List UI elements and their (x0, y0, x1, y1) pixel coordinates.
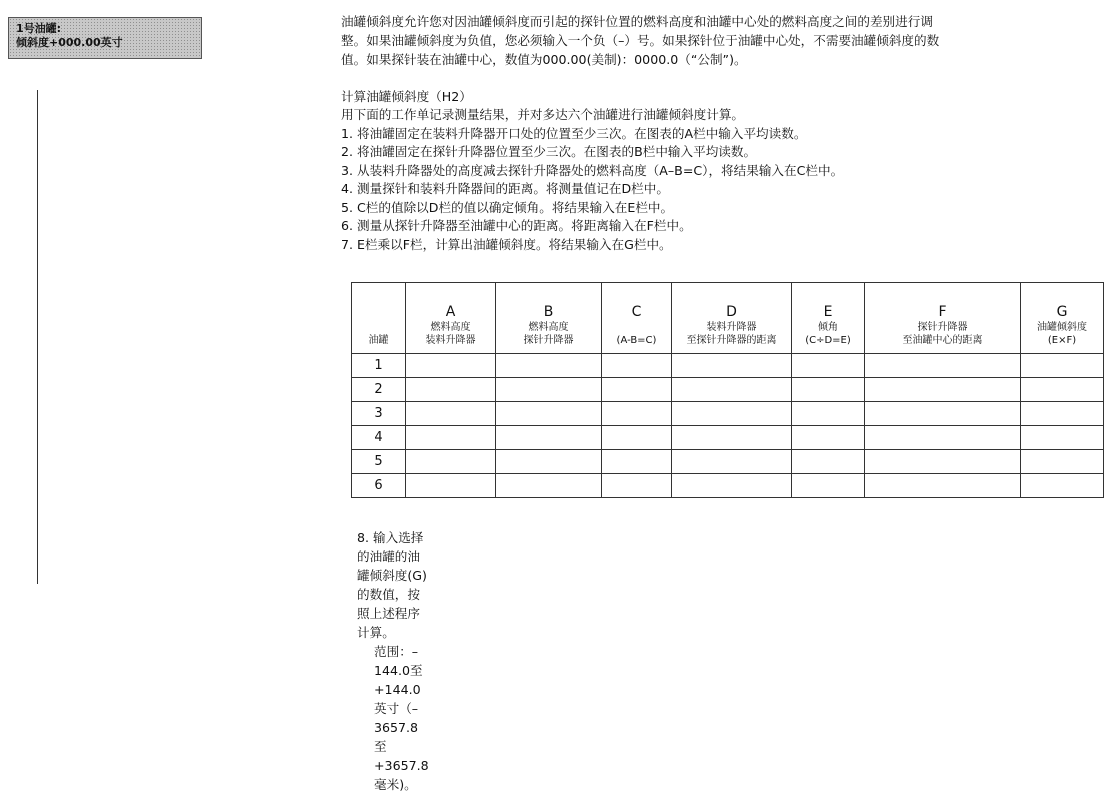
header-line2: (E×F) (1047, 335, 1077, 346)
cell-b (496, 426, 602, 450)
header-line2: 装料升降器 (425, 335, 476, 346)
cell-c (602, 450, 672, 474)
tank-number: 1 (352, 354, 406, 378)
step-item: 4. 测量探针和装料升降器间的距离。将测量值记在D栏中。 (341, 181, 669, 196)
intro-line: 整。如果油罐倾斜度为负值，您必须输入一个负（–）号。如果探针位于油罐中心处，不需要油罐倾斜度的数 (341, 33, 940, 48)
cell-c (602, 426, 672, 450)
header-line2: 探针升降器 (523, 335, 574, 346)
header-line2: (C÷D=E) (805, 335, 851, 346)
step-item: 3. 从装料升降器处的高度减去探针升降器处的燃料高度（A–B=C），将结果输入在C栏中。 (341, 162, 844, 178)
steps-list (341, 125, 1096, 255)
final-step (357, 528, 429, 794)
cell-e (792, 402, 865, 426)
cell-c (602, 402, 672, 426)
cell-e (792, 378, 865, 402)
cell-a (406, 474, 496, 498)
cell-e (792, 450, 865, 474)
header-letter: E (823, 304, 833, 320)
cell-g (1021, 450, 1104, 474)
table-row (352, 426, 1104, 450)
main-content (341, 12, 1096, 254)
cell-a (406, 378, 496, 402)
cell-d (672, 354, 792, 378)
header-line1: 燃料高度 (528, 322, 569, 333)
table-row (352, 402, 1104, 426)
header-letter: B (543, 304, 554, 320)
header-letter: G (1056, 304, 1068, 320)
header-line1: 探针升降器 (917, 322, 968, 333)
header-letter: F (938, 304, 947, 320)
cell-f (865, 402, 1021, 426)
lcd-display (8, 17, 202, 59)
intro-line: 油罐倾斜度允许您对因油罐倾斜度而引起的探针位置的燃料高度和油罐中心处的燃料高度之间的差别进行调 (341, 14, 933, 29)
table-header-row (352, 283, 1104, 354)
tank-number: 4 (352, 426, 406, 450)
cell-g (1021, 354, 1104, 378)
table-row (352, 474, 1104, 498)
cell-f (865, 354, 1021, 378)
section-title: 计算油罐倾斜度（H2） (341, 89, 472, 104)
cell-f (865, 378, 1021, 402)
cell-g (1021, 378, 1104, 402)
cell-c (602, 378, 672, 402)
header-col-d (672, 283, 792, 354)
tank-number: 5 (352, 450, 406, 474)
final-step-text: 8. 输入选择的油罐的油罐倾斜度(G)的数值，按照上述程序计算。 (357, 530, 427, 640)
step-item: 7. E栏乘以F栏，计算出油罐倾斜度。将结果输入在G栏中。 (341, 236, 672, 252)
cell-d (672, 378, 792, 402)
header-tank (352, 283, 406, 354)
header-line1 (602, 321, 671, 334)
lcd-line-2: 倾斜度+000.00英寸 (16, 36, 123, 49)
cell-c (602, 474, 672, 498)
cell-g (1021, 474, 1104, 498)
intro-line: 值。如果探针装在油罐中心，数值为000.00(美制)：0000.0（“公制”)。 (341, 52, 747, 67)
cell-a (406, 426, 496, 450)
header-line1: 油罐倾斜度 (1037, 322, 1087, 333)
cell-b (496, 402, 602, 426)
lcd-line-1: 1号油罐: (16, 22, 62, 35)
cell-f (865, 426, 1021, 450)
cell-a (406, 354, 496, 378)
cell-b (496, 450, 602, 474)
step-item: 1. 将油罐固定在装料升降器开口处的位置至少三次。在图表的A栏中输入平均读数。 (341, 125, 807, 141)
header-line2: (A-B=C) (616, 335, 657, 346)
cell-e (792, 426, 865, 450)
header-col-c (602, 283, 672, 354)
header-col-g (1021, 283, 1104, 354)
header-line1: 倾角 (818, 322, 838, 333)
tilt-worksheet-table (351, 282, 1104, 498)
cell-a (406, 402, 496, 426)
section-subtitle: 用下面的工作单记录测量结果，并对多达六个油罐进行油罐倾斜度计算。 (341, 107, 744, 122)
cell-b (496, 378, 602, 402)
cell-b (496, 354, 602, 378)
cell-e (792, 354, 865, 378)
cell-g (1021, 402, 1104, 426)
cell-d (672, 450, 792, 474)
cell-b (496, 474, 602, 498)
header-line2: 至探针升降器的距离 (686, 335, 777, 346)
header-line1: 装料升降器 (706, 322, 757, 333)
cell-f (865, 450, 1021, 474)
cell-d (672, 402, 792, 426)
header-letter: C (631, 304, 642, 320)
tank-number: 2 (352, 378, 406, 402)
cell-d (672, 426, 792, 450)
table-row (352, 378, 1104, 402)
header-tank-label: 油罐 (368, 335, 389, 346)
step-item: 5. C栏的值除以D栏的值以确定倾角。将结果输入在E栏中。 (341, 199, 674, 215)
table-row (352, 354, 1104, 378)
tank-number: 3 (352, 402, 406, 426)
tank-number: 6 (352, 474, 406, 498)
step-item: 6. 测量从探针升降器至油罐中心的距离。将距离输入在F栏中。 (341, 218, 692, 233)
margin-rule (37, 90, 38, 584)
header-letter: A (445, 304, 456, 320)
intro-paragraph (341, 12, 1096, 69)
cell-e (792, 474, 865, 498)
header-letter: D (726, 304, 737, 320)
step-item: 2. 将油罐固定在探针升降器位置至少三次。在图表的B栏中输入平均读数。 (341, 144, 757, 159)
header-col-e (792, 283, 865, 354)
cell-c (602, 354, 672, 378)
header-line2: 至油罐中心的距离 (902, 335, 983, 346)
cell-d (672, 474, 792, 498)
table-row (352, 450, 1104, 474)
cell-g (1021, 426, 1104, 450)
header-col-a (406, 283, 496, 354)
cell-a (406, 450, 496, 474)
cell-f (865, 474, 1021, 498)
header-col-b (496, 283, 602, 354)
header-line1: 燃料高度 (430, 322, 471, 333)
final-range-text: 范围：–144.0至+144.0英寸（–3657.8至+3657.8毫米)。 (374, 644, 429, 792)
header-col-f (865, 283, 1021, 354)
